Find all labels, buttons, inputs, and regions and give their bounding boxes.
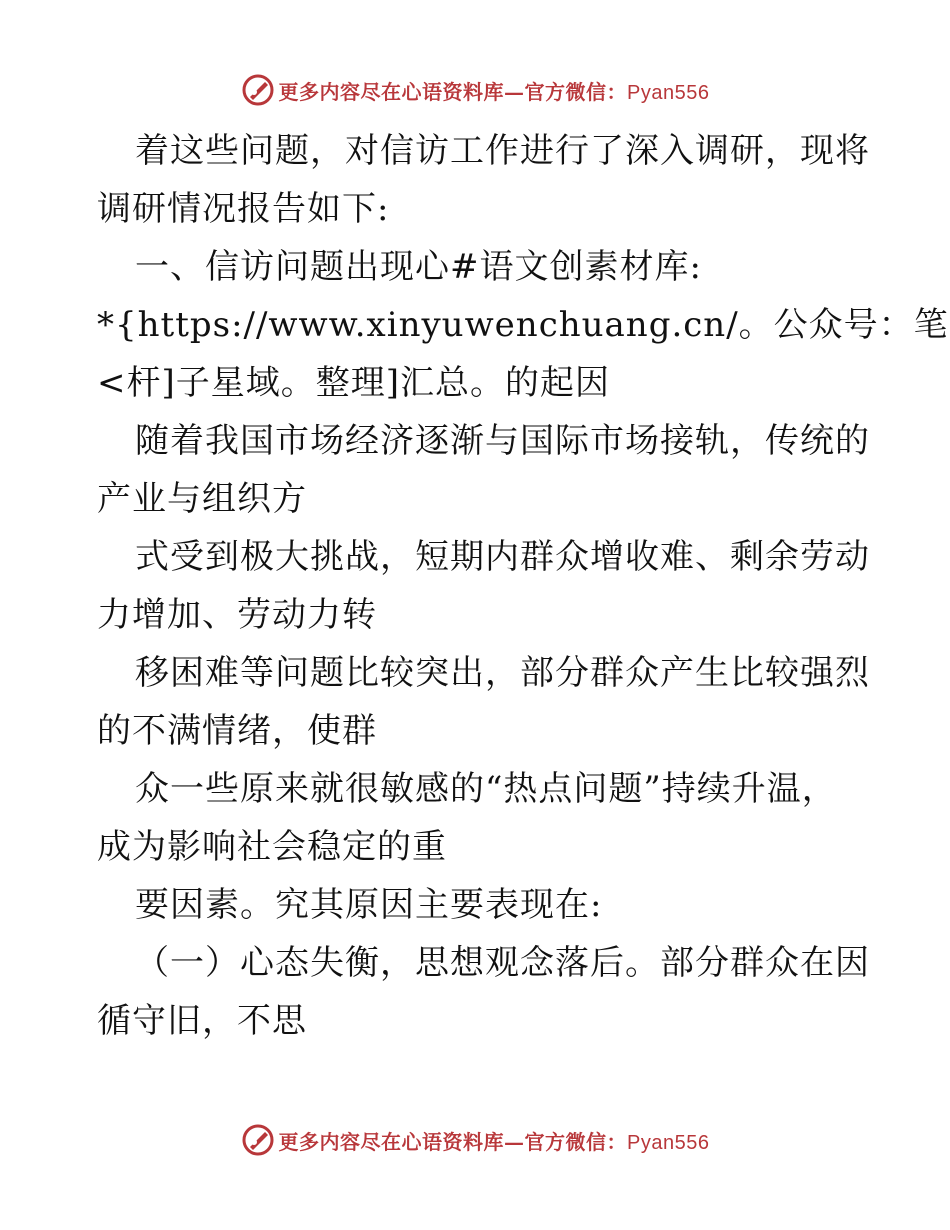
banner-text (279, 1126, 710, 1155)
section-heading: 一、信访问题出现心#语文创素材库: (135, 247, 702, 287)
text-line: 循守旧，不思 (97, 1001, 307, 1041)
banner-main: 更多内容尽在心语资料库 (278, 1129, 505, 1154)
banner-dash: — (504, 1129, 525, 1154)
text-line: 移困难等问题比较突出，部分群众产生比较强烈 (135, 653, 870, 693)
subsection-heading: （一）心态失衡，思想观念落后。部分群众在因 (135, 943, 870, 983)
text-line: 调研情况报告如下: (97, 189, 390, 229)
text-line: 产业与组织方 (97, 479, 307, 519)
document-body (97, 122, 949, 1050)
brand-logo-icon (241, 73, 275, 107)
text-line: 随着我国市场经济逐渐与国际市场接轨，传统的 (135, 421, 870, 461)
footer-banner (0, 1120, 950, 1160)
banner-wx-label: 官方微信： (524, 79, 628, 104)
text-line: 的不满情绪，使群 (97, 711, 377, 751)
text-line: 成为影响社会稳定的重 (97, 827, 447, 867)
text-line: 式受到极大挑战，短期内群众增收难、剩余劳动 (135, 537, 870, 577)
banner-dash: — (504, 79, 525, 104)
banner-wx-id: Pyan556 (627, 81, 710, 104)
banner-wx-label: 官方微信： (524, 1129, 628, 1154)
banner-wx-id: Pyan556 (627, 1131, 710, 1154)
banner-main: 更多内容尽在心语资料库 (278, 79, 505, 104)
brand-logo-icon (241, 1123, 275, 1157)
header-banner (0, 70, 950, 110)
text-line: 要因素。究其原因主要表现在: (135, 885, 603, 925)
banner-text (279, 76, 710, 105)
text-line: 力增加、劳动力转 (97, 595, 377, 635)
text-line: 着这些问题，对信访工作进行了深入调研，现将 (135, 131, 870, 171)
text-line: *{https://www.xinyuwenchuang.cn/。公众号：笔 (97, 305, 949, 345)
text-line: <杆]子星域。整理]汇总。的起因 (97, 363, 611, 403)
text-line: 众一些原来就很敏感的“热点问题”持续升温， (135, 769, 837, 809)
